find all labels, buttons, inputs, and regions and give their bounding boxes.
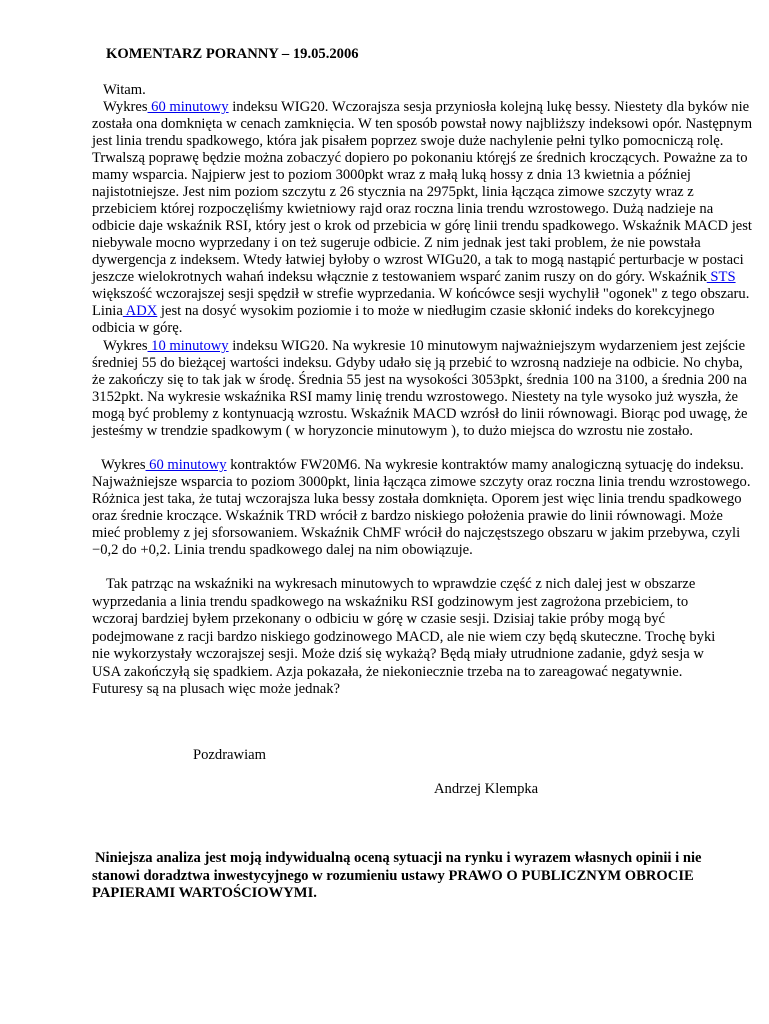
- legal-disclaimer: Niniejsza analiza jest moją indywidualną oceną sytuacji na rynku i wyrazem własnych opinii i nie stanowi doradztwa inwestycyjnego w rozumieniu ustawy PRAWO O PUBLICZNYM OBROCIE PAPIERAMI WARTOŚCIOWYMI.: [92, 850, 702, 901]
- paragraph-body: kontraktów FW20M6. Na wykresie kontraktów mamy analogiczną sytuację do indeksu. Najważniejsze wsparcia to poziom 3000pkt, linia łącząca zimowe szczyty oraz roczna linia trendu wzrostowego. Różnica jest taka, że tutaj wczorajsza luka bessy została domknięta. Oporem jest więc linia trendu spadkowego oraz średnie kroczące. Wskaźnik TRD wrócił z bardzo niskiego położenia prawie do linii równowagi. Może mieć problemy z jej sforsowaniem. Wskaźnik ChMF wrócił do najczęstszego obszaru w jakim przebywa, czyli −0,2 do +0,2. Linia trendu spadkowego dalej na nim obowiązuje.: [92, 457, 751, 558]
- paragraph-summary: Tak patrząc na wskaźniki na wykresach minutowych to wprawdzie część z nich dalej jest w obszarze wyprzedania a linia trendu spadkowego na wskaźniku RSI godzinowym jest zagrożona przebiciem, to wczoraj bardziej byłem przekonany o odbiciu w górę w czasie sesji. Dzisiaj takie próby mogą być podejmowane z racji bardzo niskiego godzinowego MACD, ale nie wiem czy będą skuteczne. Trochę byki nie wykorzystały wczorajszej sesji. Może dziś się wykażą? Będą miały utrudnione zadanie, gdyż sesja w USA zakończyłą się spadkiem. Azja pokazała, że niekoniecznie trzeba na to zareagować negatywnie. Futuresy są na plusach więc może jednak?: [92, 576, 716, 697]
- greeting: Witam.: [103, 82, 146, 98]
- chart-link-sts[interactable]: STS: [706, 269, 736, 285]
- paragraph-body: większość wczorajszej sesji spędził w strefie wyprzedania. W końcówce sesji wychylił "ogonek" z tego obszaru. Linia: [92, 286, 750, 319]
- paragraph-wig20-60min: [92, 99, 754, 337]
- paragraph-body: indeksu WIG20. Na wykresie 10 minutowym najważniejszym wydarzeniem jest zejście średniej 55 do bieżącej wartości indeksu. Gdyby udało się ją przebić to wzrosną nadzieje na odbicie. No chyba, że zakończy się to tak jak w środę. Średnia 55 jest na wysokości 3053pkt, średnia 100 na 3100, a średnia 200 na 3152pkt. Na wykresie wskaźnika RSI mamy linię trendu wzrostowego. Niestety na tyle wysoko już wyszła, że mogą być problemy z kontynuacją wzrostu. Wskaźnik MACD wzrósł do linii równowagi. Biorąc pod uwagę, że jesteśmy w trendzie spadkowym ( w horyzoncie minutowym ), to dużo miejsca do wzrostu nie zostało.: [92, 338, 748, 439]
- paragraph-lead: Wykres: [101, 457, 146, 473]
- chart-link-60-minutowy[interactable]: 60 minutowy: [147, 99, 229, 115]
- chart-link-adx[interactable]: ADX: [122, 303, 158, 319]
- author-name: Andrzej Klempka: [434, 781, 539, 797]
- chart-link-60-minutowy-fw20[interactable]: 60 minutowy: [145, 457, 227, 473]
- document-title: KOMENTARZ PORANNY – 19.05.2006: [106, 46, 359, 62]
- paragraph-fw20m6-60min: [92, 457, 754, 559]
- closing-greeting: Pozdrawiam: [193, 747, 266, 763]
- paragraph-lead: Wykres: [103, 99, 148, 115]
- paragraph-wig20-10min: [92, 338, 754, 440]
- paragraph-body: indeksu WIG20. Wczorajsza sesja przyniosła kolejną lukę bessy. Niestety dla byków nie została ona domknięta w cenach zamknięcia. W ten sposób powstał nowy najbliższy indeksowi opór. Następnym jest linia trendu spadkowego, która jak pisałem poprzez swoje duże nachylenie pełni tylko pomocniczą rolę. Trwalszą poprawę będzie można zobaczyć dopiero po pokonaniu któręjś ze średnich kroczących. Poważne za to mamy wsparcia. Najpierw jest to poziom 3000pkt wraz z małą luką hossy z dnia 13 kwietnia a później najistotniejsze. Jest nim poziom szczytu z 26 stycznia na 2975pkt, linia łącząca zimowe szczyty wraz z przebiciem której rozpoczęliśmy kwietniowy rajd oraz roczna linia trendu wzrostowego. Dużą nadzieje na odbicie daje wskaźnik RSI, który jest o krok od przebicia w górę linii trendu spadkowego. Wskaźnik MACD jest niebywale mocno wyprzedany i on też sugeruje odbicie. Z nim jednak jest taki problem, że nie powstała dywergencja z indeksem. Wtedy łatwiej byłoby o wzrost WIGu20, a tak to mogą nastąpić perturbacje w postaci jeszcze wielokrotnych wahań indeksu włącznie z testowaniem wsparć zanim ruszy on do góry. Wskaźnik: [92, 99, 753, 285]
- paragraph-body: jest na dosyć wysokim poziomie i to może w niedługim czasie skłonić indeks do korekcyjnego odbicia w górę.: [92, 303, 715, 336]
- chart-link-10-minutowy[interactable]: 10 minutowy: [147, 338, 229, 354]
- paragraph-lead: Wykres: [103, 338, 148, 354]
